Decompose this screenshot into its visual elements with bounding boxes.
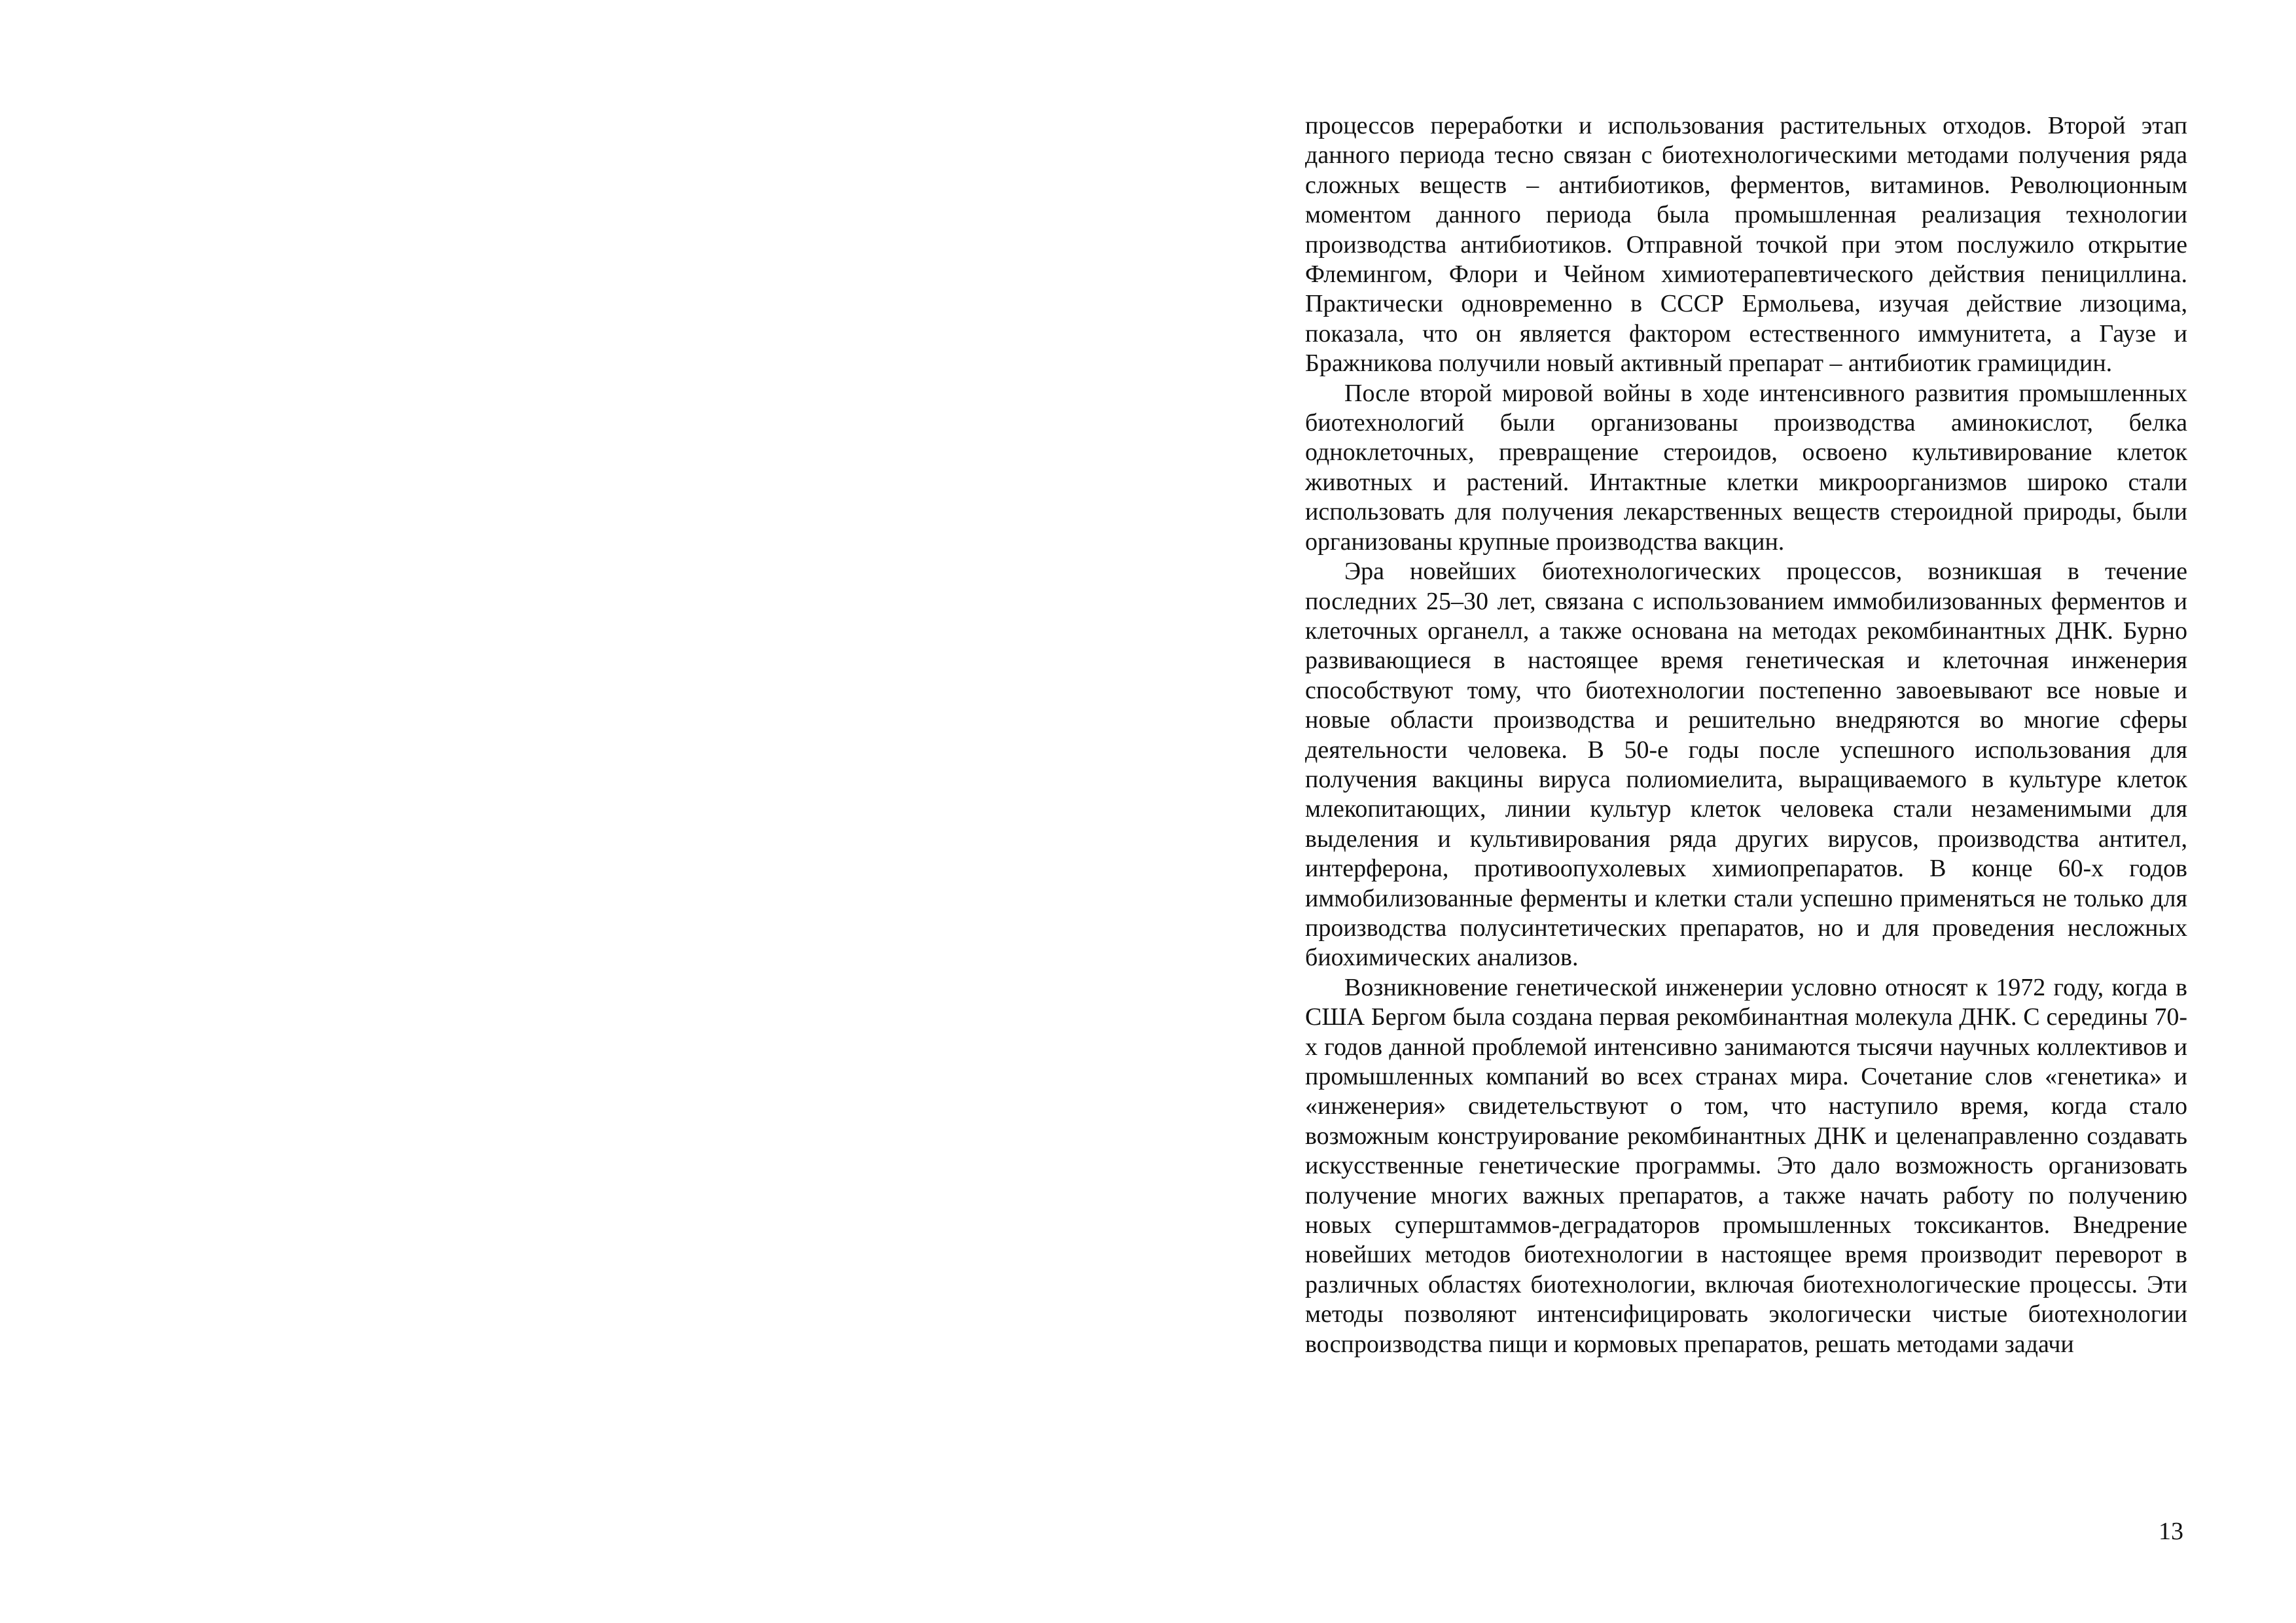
paragraph-modern-era: Эра новейших биотехнологических процессов, возникшая в течение последних 25–30 лет, связана с использованием иммобилизованных ферментов и клеточных органелл, а также основана на методах рекомбинантных ДНК. Бурно развивающиеся в настоящее время генетическая и клеточная инженерия способствуют тому, что биотехнологии постепенно завоевывают все новые и новые области производства и решительно внедряются во многие сферы деятельности человека. В 50-е годы после успешного использования для получения вакцины вируса полиомиелита, выращиваемого в культуре клеток млекопитающих, линии культур клеток человека стали незаменимыми для выделения и культивирования ряда других вирусов, производства антител, интерферона, противоопухолевых химиопрепаратов. В конце 60-х годов иммобилизованные ферменты и клетки стали успешно применяться не только для производства полусинтетических препаратов, но и для проведения несложных биохимических анализов. [1305, 558, 2187, 972]
paragraph-continuation: процессов переработки и использования растительных отходов. Второй этап данного периода тесно связан с биотехнологическими методами получения ряда сложных веществ – антибиотиков, ферментов, витаминов. Революционным моментом данного периода была промышленная реализация технологии производства антибиотиков. Отправной точкой при этом послужило открытие Флемингом, Флори и Чейном химиотерапевтического действия пенициллина. Практически одновременно в СССР Ермольева, изучая действие лизоцима, показала, что он является фактором естественного иммунитета, а Гаузе и Бражникова получили новый активный препарат – антибиотик грамицидин. [1305, 112, 2187, 378]
page-number: 13 [2159, 1518, 2183, 1545]
right-page [1305, 111, 2187, 1551]
paragraph-genetic-engineering: Возникновение генетической инженерии условно относят к 1972 году, когда в США Бергом была создана первая рекомбинантная молекула ДНК. С середины 70-х годов данной проблемой интенсивно занимаются тысячи научных коллективов и промышленных компаний во всех странах мира. Сочетание слов «генетика» и «инженерия» свидетельствуют о том, что наступило время, когда стало возможным конструирование рекомбинантных ДНК и целенаправленно создавать искусственные генетические программы. Это дало возможность организовать получение многих важных препаратов, а также начать работу по получению новых суперштаммов-деградаторов промышленных токсикантов. Внедрение новейших методов биотехнологии в настоящее время производит переворот в различных областях биотехнологии, включая биотехнологические процессы. Эти методы позволяют интенсифицировать экологически чистые биотехнологии воспроизводства пищи и кормовых препаратов, решать методами задачи [1305, 973, 2187, 1358]
paragraph-postwar: После второй мировой войны в ходе интенсивного развития промышленных биотехнологий были организованы производства аминокислот, белка одноклеточных, превращение стероидов, освоено культивирование клеток животных и растений. Интактные клетки микроорганизмов широко стали использовать для получения лекарственных веществ стероидной природы, были организованы крупные производства вакцин. [1305, 379, 2187, 556]
body-text [1305, 111, 2187, 1359]
